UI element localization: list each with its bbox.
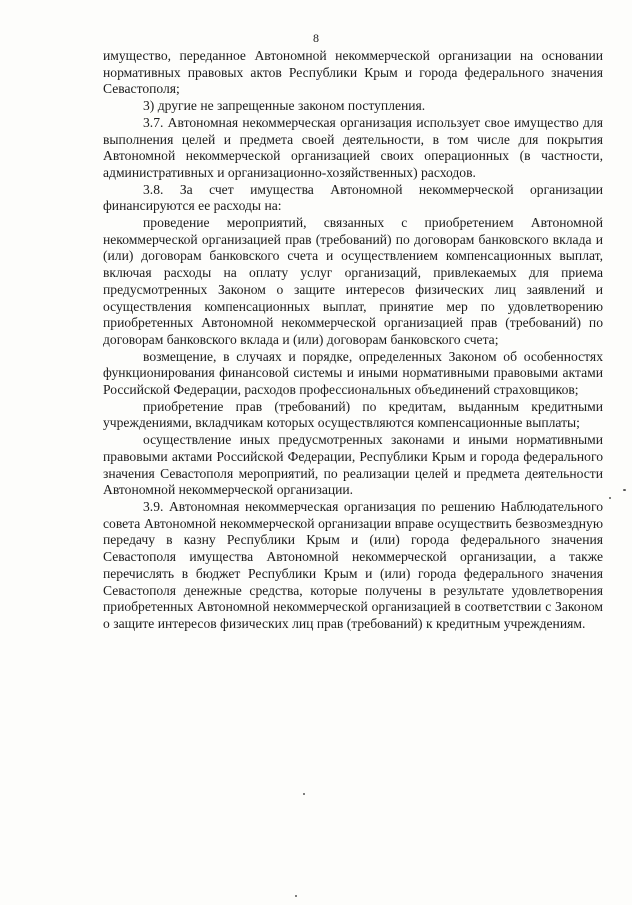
- paragraph-property-continuation: имущество, переданное Автономной некоммерческой организации на основании нормативных правовых актов Республики Крым и города федерального значения Севастополя;: [103, 48, 603, 97]
- paragraph-other-income: 3) другие не запрещенные законом поступления.: [143, 98, 426, 114]
- paragraph-3-7: 3.7. Автономная некоммерческая организация использует свое имущество для выполнения целей и предмета своей деятельности, в том числе для покрытия Автономной некоммерческой организацией своих операционных (в частности, административных и организационно-хозяйственных) расходов.: [103, 114, 603, 180]
- paragraph-reimbursement: возмещение, в случаях и порядке, определенных Законом об особенностях функционирования финансовой системы и иными нормативными правовыми актами Российской Федерации, расходов профессиональных объединений страховщиков;: [103, 348, 603, 398]
- paragraph-other-measures: осуществление иных предусмотренных законами и иными нормативными правовыми актами Российской Федерации, Республики Крым и города федерального значения Севастополя мероприятий, по реализации целей и предмета деятельности Автономной некоммерческой организации.: [103, 432, 603, 498]
- paragraph-events: проведение мероприятий, связанных с приобретением Автономной некоммерческой организацией прав (требований) по договорам банковского вклада и (или) договорам банковского счета и осуществлением компенсационных выплат, включая расходы на оплату услуг организаций, привлекаемых для приема предусмотренных Законом о защите интересов физических лиц заявлений и осуществления компенсационных выплат, принятие мер по удовлетворению приобретенных Автономной некоммерческой организацией прав (требований) по договорам банковского вклада и (или) договорам банковского счета;: [103, 215, 603, 347]
- scan-speck: [295, 895, 297, 897]
- paragraph-3-9: 3.9. Автономная некоммерческая организация по решению Наблюдательного совета Автономной некоммерческой организации вправе осуществить безвозмездную передачу в казну Республики Крым и (или) города федерального значения Севастополя имущества Автономной некоммерческой организации, а также перечислять в бюджет Республики Крым и (или) города федерального значения Севастополя денежные средства, которые получены в результате удовлетворения приобретенных Автономной некоммерческой организацией в соответствии с Законом о защите интересов физических лиц прав (требований) к кредитным учреждениям.: [103, 498, 603, 631]
- scan-speck: [303, 793, 305, 795]
- page-number: 8: [313, 31, 319, 45]
- paragraph-3-8: 3.8. За счет имущества Автономной некоммерческой организации финансируются ее расходы на:: [103, 181, 603, 214]
- paragraph-acquisition: приобретение прав (требований) по кредитам, выданным кредитными учреждениями, вкладчикам которых осуществляются компенсационные выплаты;: [103, 398, 603, 431]
- body-text: [103, 48, 603, 633]
- scan-speck: [623, 489, 626, 491]
- scan-speck: [609, 497, 611, 499]
